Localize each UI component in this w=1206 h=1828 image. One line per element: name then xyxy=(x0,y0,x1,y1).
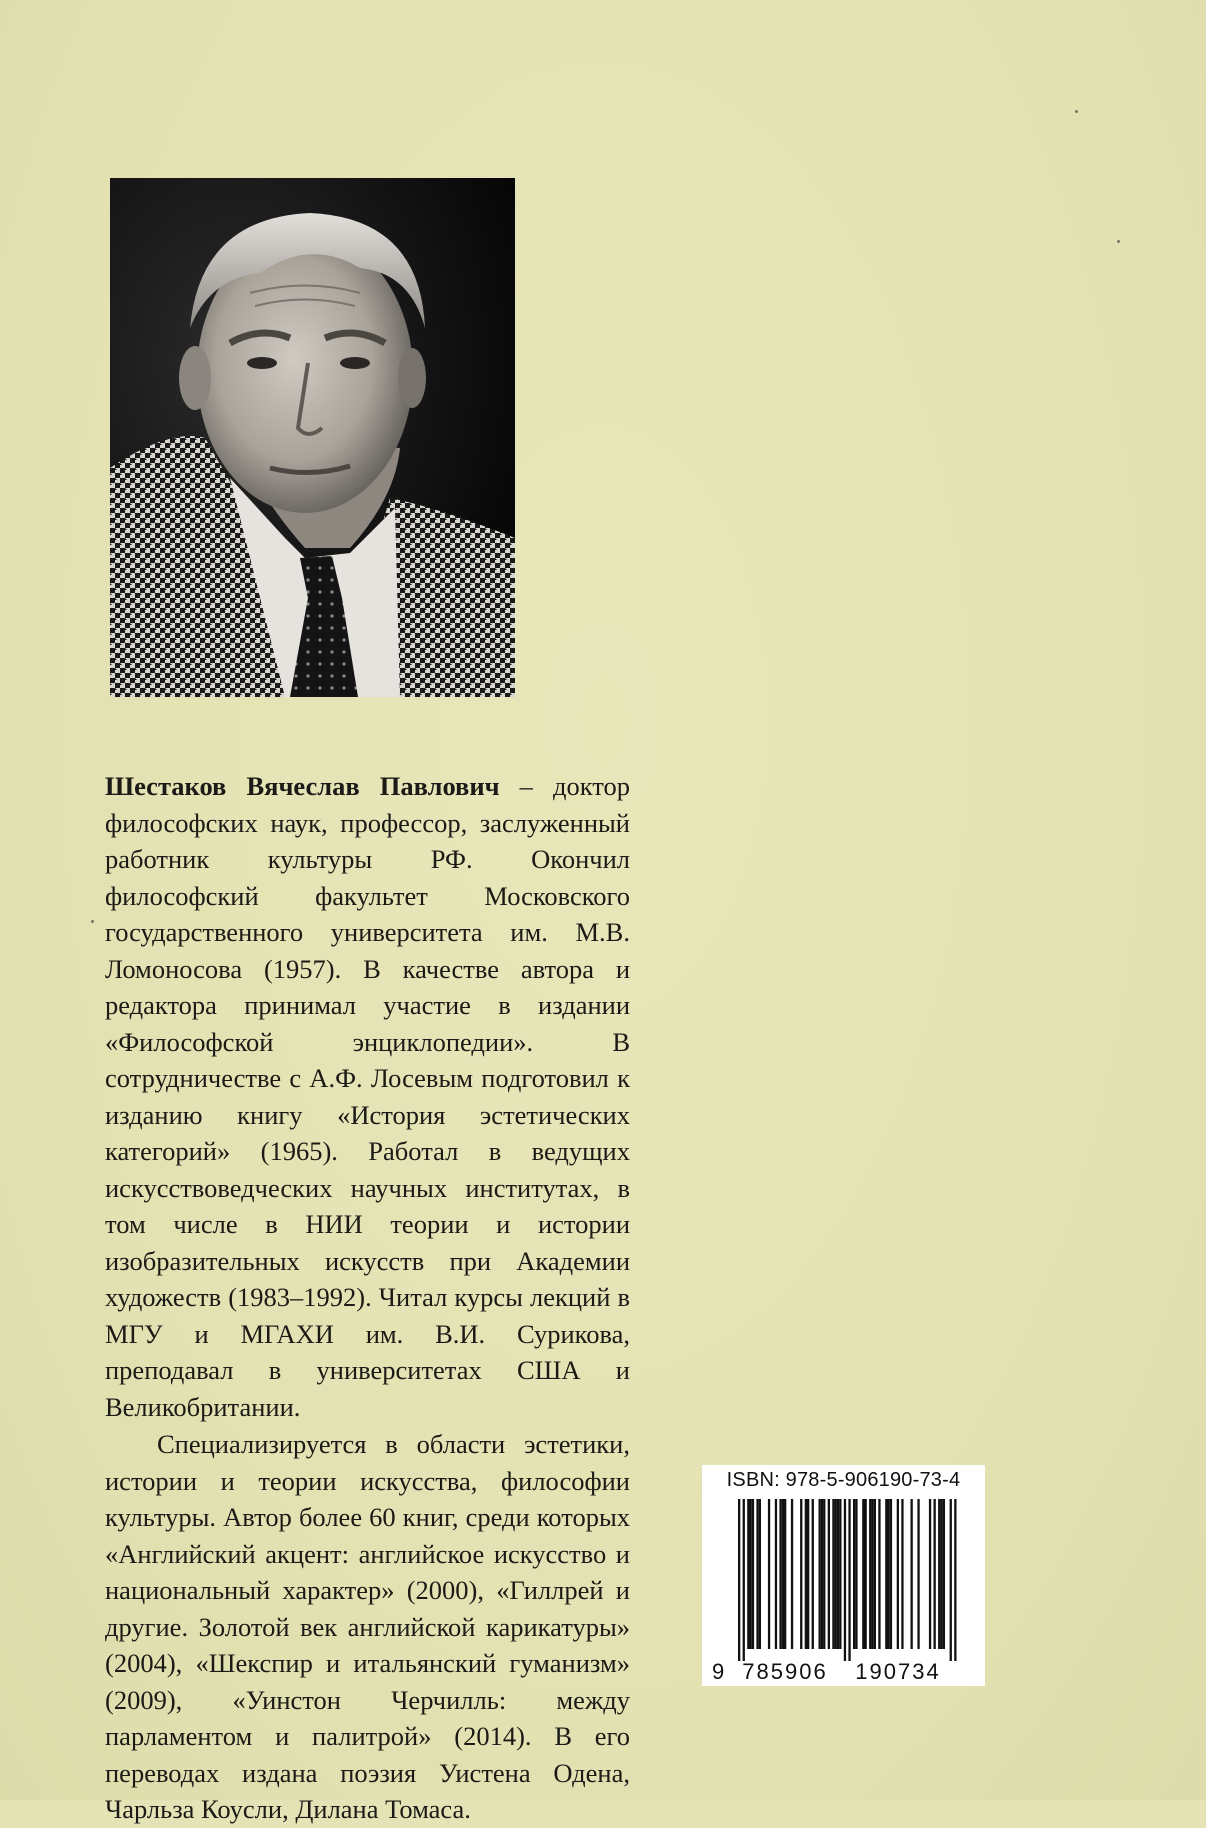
barcode-bar xyxy=(839,1499,841,1649)
barcode-bar xyxy=(837,1499,839,1649)
barcode-bar xyxy=(865,1499,867,1649)
barcode-bars xyxy=(702,1465,985,1686)
speck xyxy=(1117,240,1120,243)
barcode-bar xyxy=(929,1499,931,1649)
author-biography xyxy=(105,768,630,1828)
speck xyxy=(91,920,94,923)
bio-paragraph-1-text: – доктор философских наук, профессор, заслуженный работник культуры РФ. Окончил философский факультет Московского государственного университета им. М.В. Ломоносова (1957). В качестве автора и редактора принимал участие в издании «Философской энциклопедии». В сотрудничестве с А.Ф. Лосевым подготовил к изданию книгу «История эстетических категорий» (1965). Работал в ведущих искусствоведческих научных институтах, в том числе в НИИ теории и истории изобразительных искусств при Академии художеств (1983–1992). Читал курсы лекций в МГУ и МГАХИ им. В.И. Сурикова, преподавал в университетах США и Великобритании. xyxy=(105,771,630,1422)
barcode-bar xyxy=(775,1499,777,1649)
barcode-bar xyxy=(871,1499,873,1649)
barcode-bar xyxy=(869,1499,871,1649)
barcode-bar xyxy=(885,1499,887,1649)
barcode-bar xyxy=(848,1499,850,1661)
barcode-bar xyxy=(812,1499,814,1649)
barcode-left-digits: 785906 xyxy=(742,1659,828,1684)
barcode-bar xyxy=(950,1499,952,1661)
speck xyxy=(1075,110,1078,113)
author-name: Шестаков Вячеслав Павлович xyxy=(105,771,500,801)
barcode-bar xyxy=(743,1499,745,1661)
barcode-bar xyxy=(917,1499,919,1649)
barcode-bar xyxy=(738,1499,740,1661)
barcode-bar xyxy=(938,1499,940,1649)
barcode-bar xyxy=(844,1499,846,1661)
barcode-bar xyxy=(853,1499,855,1649)
author-portrait-icon xyxy=(110,178,515,697)
barcode-bar xyxy=(800,1499,802,1649)
barcode-bar xyxy=(756,1499,758,1649)
barcode-right-digits: 190734 xyxy=(855,1659,941,1684)
barcode-bar xyxy=(855,1499,857,1649)
barcode-bar xyxy=(823,1499,825,1649)
barcode-bar xyxy=(874,1499,876,1649)
barcode-bar xyxy=(779,1499,781,1649)
barcode-bar xyxy=(821,1499,823,1649)
barcode-bar xyxy=(768,1499,770,1649)
barcode-bar xyxy=(940,1499,942,1649)
barcode-bar xyxy=(805,1499,807,1649)
barcode-bar xyxy=(832,1499,834,1649)
barcode-bar xyxy=(901,1499,903,1649)
barcode-bar xyxy=(747,1499,749,1649)
author-portrait xyxy=(110,178,515,697)
barcode-bar xyxy=(828,1499,830,1649)
barcode-bar xyxy=(819,1499,821,1649)
barcode-bar xyxy=(759,1499,761,1649)
barcode-first-digit: 9 xyxy=(712,1659,725,1684)
barcode-bar xyxy=(807,1499,809,1649)
bio-paragraph-1 xyxy=(105,768,630,1425)
barcode-bar xyxy=(835,1499,837,1649)
barcode-bar xyxy=(752,1499,754,1649)
barcode-bar xyxy=(791,1499,793,1649)
isbn-barcode xyxy=(702,1465,985,1686)
barcode-bar xyxy=(782,1499,784,1649)
barcode-bar xyxy=(943,1499,945,1649)
barcode-bar xyxy=(750,1499,752,1649)
barcode-bar xyxy=(862,1499,864,1649)
barcode-bar xyxy=(890,1499,892,1649)
bio-paragraph-2: Специализируется в области эстетики, истории и теории искусства, философии культуры. Автор более 60 книг, среди которых «Английский акцент: английское искусство и национальный характер» (2000), «Гиллрей и другие. Золотой век английской карикатуры» (2004), «Шекспир и итальянский гуманизм» (2009), «Уинстон Черчилль: между парламентом и палитрой» (2014). В его переводах издана поэзия Уистена Одена, Чарльза Коусли, Дилана Томаса. xyxy=(105,1429,630,1824)
isbn-label: ISBN: 978-5-906190-73-4 xyxy=(726,1469,961,1491)
barcode-bar xyxy=(911,1499,913,1649)
barcode-bar xyxy=(888,1499,890,1649)
barcode-bar xyxy=(897,1499,899,1649)
barcode-bar xyxy=(784,1499,786,1649)
barcode-bar xyxy=(878,1499,880,1649)
barcode-bar xyxy=(934,1499,936,1649)
barcode-bar xyxy=(954,1499,956,1661)
